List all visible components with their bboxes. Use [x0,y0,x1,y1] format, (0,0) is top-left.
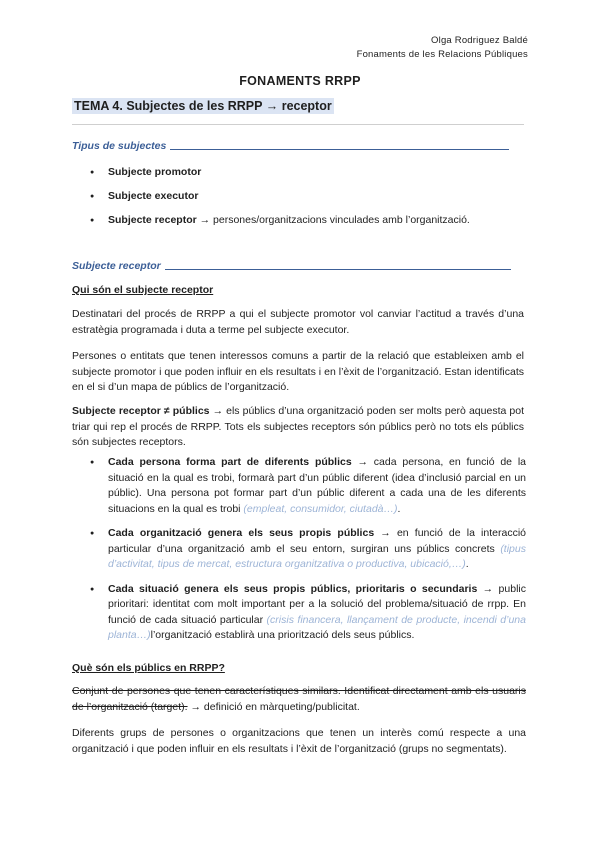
list-item-text: → persones/organitzacions vinculades amb l’organització. [196,214,470,226]
topic-heading-text: TEMA 4. Subjectes de les RRPP → receptor [74,99,332,113]
subheading-que-son: Què són els públics en RRPP? [72,662,225,674]
section-label-receptor-line [165,269,511,270]
paragraph-rest: → els públics d’una organització poden ser molts però aquesta pot triar qui rep el procés de RRPP. Tots els subjectes receptors són públics però no tots els públics són subjectes receptors. [72,405,524,448]
paragraph-destinatari: Destinatari del procés de RRPP a qui el subjecte promotor vol canviar l’actitud a través d’una estratègia programada i duta a terme pel subjecte executor. [72,308,524,336]
list-item-bold: Cada organització genera els seus propis públics [108,527,375,539]
list-item-after: . [397,502,401,515]
list-item-example: (tipus d’activitat, tipus de mercat, estructura organitzativa o productiva, ubicació,…) [108,542,526,570]
list-item [90,213,524,228]
subheading-qui-son: Qui són el subjecte receptor [72,284,214,296]
list-item-example: (empleat, consumidor, ciutadà…) [243,502,398,515]
list-item [90,526,526,573]
list-item-after: l’organització establirà una priorització dels seus públics. [150,629,415,641]
document-title: FONAMENTS RRPP [239,74,361,88]
paragraph-persones: Persones o entitats que tenen interessos comuns a partir de la relació que estableixen amb el subjecte promotor i que poden influir en els resultats i en l’èxit de l’organització. Estan identificats en el si d’un mapa de públics de l’organització. [72,350,524,393]
section-label-tipus-line [170,149,509,150]
list-item-bold: Cada persona forma part de diferents públics [108,456,352,468]
paragraph-rest: → definició en màrqueting/publicitat. [187,700,360,713]
list-item-bold: Subjecte promotor [108,166,202,178]
list-item-text: → public prioritari: identitat com molt important per a la solució del problema/situació de rrpp. En funció de cada situació particular [108,582,526,626]
section-label-tipus-text: Tipus de subjectes [72,140,167,152]
paragraph-definicio-marqueting [72,684,526,715]
topic-heading [72,99,334,113]
section-label-receptor [72,260,511,272]
page-header [357,34,528,62]
list-item-bold: Subjecte receptor [108,214,197,226]
public-rules-list [90,455,526,644]
list-item-text: → cada persona, en funció de la situació en la qual es trobi, formarà part d’un públic diferent (idea d’inclusió parcial en un públic). Una persona pot formar part d’un públic diferent a cada una de les diferents situacions en la qual es trobi [108,456,526,515]
paragraph-definicio-rrpp: Diferents grups de persones o organitzacions que tenen un interès comú respecte a una organització i que poden influir en els resultats i l’èxit de l’organització (grups no segmentats). [72,727,526,755]
course-name: Fonaments de les Relacions Públiques [356,49,528,60]
author-name: Olga Rodriguez Baldé [431,35,528,46]
list-item [90,165,524,180]
list-item [90,455,526,517]
heading-divider [72,124,524,125]
list-item-after: . [465,558,469,570]
list-item-bold: Subjecte executor [108,190,199,202]
list-item-bold: Cada situació genera els seus propis públics, prioritaris o secundaris [108,582,478,595]
paragraph-bold-lead: Subjecte receptor ≠ públics [72,405,210,417]
struck-definition: Conjunt de persones que tenen característiques similars. Identificat directament amb els usuaris de l’organització (target). [72,685,526,713]
subject-types-list [90,165,524,228]
list-item-example: (crisis financera, llançament de producte, incendi d’una planta…) [108,613,526,641]
paragraph-receptor-vs-publics [72,404,524,451]
list-item [90,189,524,204]
list-item-text: → en funció de la interacció particular d’una organització amb el seu entorn, surgiran uns públics concrets [108,527,526,555]
section-label-receptor-text: Subjecte receptor [72,260,161,272]
list-item [90,582,526,644]
section-label-tipus [72,140,509,152]
